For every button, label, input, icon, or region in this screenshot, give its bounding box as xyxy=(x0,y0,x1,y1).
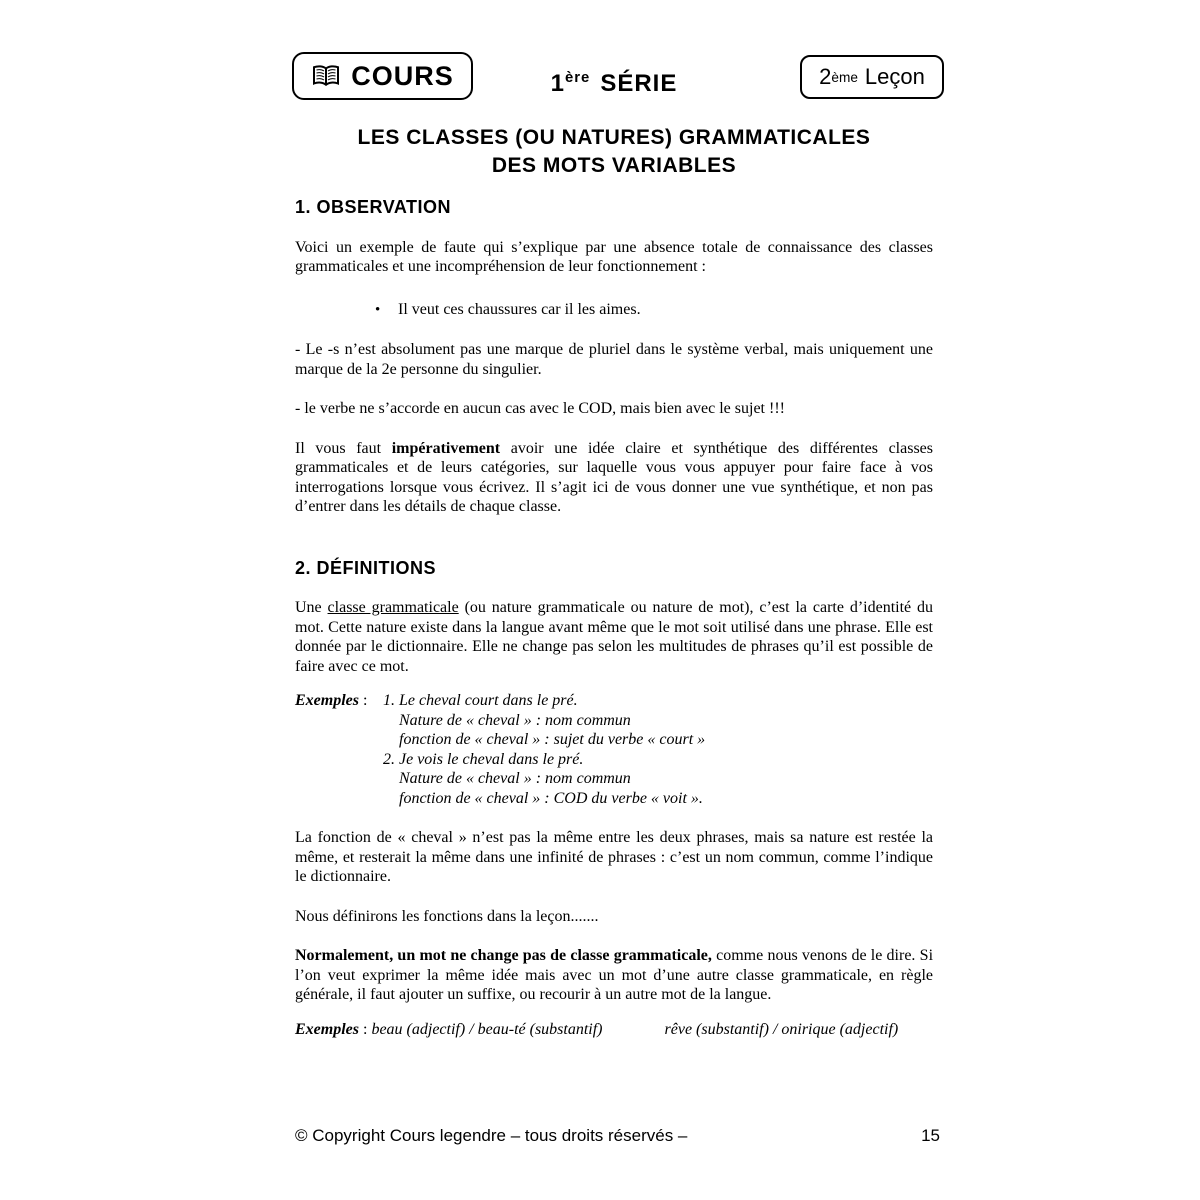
paragraph-definition: Une classe grammaticale (ou nature grammaticale ou nature de mot), c’est la carte d’identité du mot. Cette nature existe dans la langue avant même que le mot soit utilisé dans une phrase. Elle est donnée par le dictionnaire. Elle ne change pas selon les multitudes de phrases qu’il est possible de faire avec ce mot. xyxy=(295,599,934,675)
paragraph-definirons: Nous définirons les fonctions dans la leçon....... xyxy=(295,907,599,925)
example-2-nature: Nature de « cheval » : nom commun xyxy=(399,770,631,787)
page-number: 15 xyxy=(921,1126,940,1145)
bullet-icon: • xyxy=(375,301,381,318)
example-1-sentence: 1. Le cheval court dans le pré. xyxy=(383,692,578,709)
examples-label: Exemples : xyxy=(295,692,368,709)
example-1-fonction: fonction de « cheval » : sujet du verbe « court » xyxy=(399,731,706,748)
examples-items xyxy=(383,691,933,808)
examples-block xyxy=(295,691,933,808)
paragraph-normalement: Normalement, un mot ne change pas de classe grammaticale, comme nous venons de le dire. Si l’on veut exprimer la même idée mais avec un mot d’une autre classe grammaticale, en règle générale, il faut ajouter un suffixe, ou recourir à un autre mot de la langue. xyxy=(295,947,934,1003)
paragraph-remark-verbe: - le verbe ne s’accorde en aucun cas avec le COD, mais bien avec le sujet !!! xyxy=(295,400,785,417)
paragraph-fonction-cheval: La fonction de « cheval » n’est pas la même entre les deux phrases, mais sa nature est restée la même, et resterait la même dans une infinité de phrases : c’est un nom commun, comme l’indique le dictionnaire. xyxy=(295,829,933,885)
cours-button-label: COURS xyxy=(351,60,454,91)
underlined-term: classe grammaticale xyxy=(327,599,459,616)
bullet-item xyxy=(295,300,933,321)
final-example-left: beau (adjectif) / beau-té (substantif) xyxy=(371,1020,603,1038)
paragraph-imperativement: Il vous faut impérativement avoir une idée claire et synthétique des différentes classes grammaticales et de leurs catégories, sur laquelle vous vous appuyer pour faire face à vos interrogations lorsque vous écrivez. Il s’agit ici de vous donner une vue synthétique, et non pas d’entrer dans les détails de chaque classe. xyxy=(295,439,933,515)
footer-copyright: © Copyright Cours legendre – tous droits réservés – xyxy=(295,1126,688,1145)
page-footer xyxy=(295,1126,940,1146)
serie-heading: 1ère SÉRIE xyxy=(550,70,678,97)
example-2-sentence: 2. Je vois le cheval dans le pré. xyxy=(383,750,584,768)
paragraph-remark-s: - Le -s n’est absolument pas une marque de pluriel dans le système verbal, mais uniquement une marque de la 2e personne du singulier. xyxy=(295,341,933,378)
lecon-button[interactable]: 2 ème Leçon xyxy=(800,55,944,99)
example-1-nature: Nature de « cheval » : nom commun xyxy=(399,711,631,729)
page-title-line1: LES CLASSES (OU NATURES) GRAMMATICALES xyxy=(357,126,871,149)
section-2-heading: 2. DÉFINITIONS xyxy=(295,557,437,578)
example-2-fonction: fonction de « cheval » : COD du verbe « voit ». xyxy=(399,789,703,807)
document-body xyxy=(295,198,933,1039)
bullet-text: Il veut ces chaussures car il les aimes. xyxy=(398,300,641,318)
paragraph-observation-intro: Voici un exemple de faute qui s’explique par une absence totale de connaissance des classes grammaticales et une incompréhension de leur fonctionnement : xyxy=(295,238,933,275)
final-examples-line: Exemples : beau (adjectif) / beau-té (substantif) rêve (substantif) / onirique (adjectif) xyxy=(295,1020,899,1038)
page-title-line2: DES MOTS VARIABLES xyxy=(491,154,737,177)
final-example-right: rêve (substantif) / onirique (adjectif) xyxy=(664,1020,899,1038)
page-title xyxy=(295,124,933,180)
section-1-heading: 1. OBSERVATION xyxy=(295,197,452,217)
